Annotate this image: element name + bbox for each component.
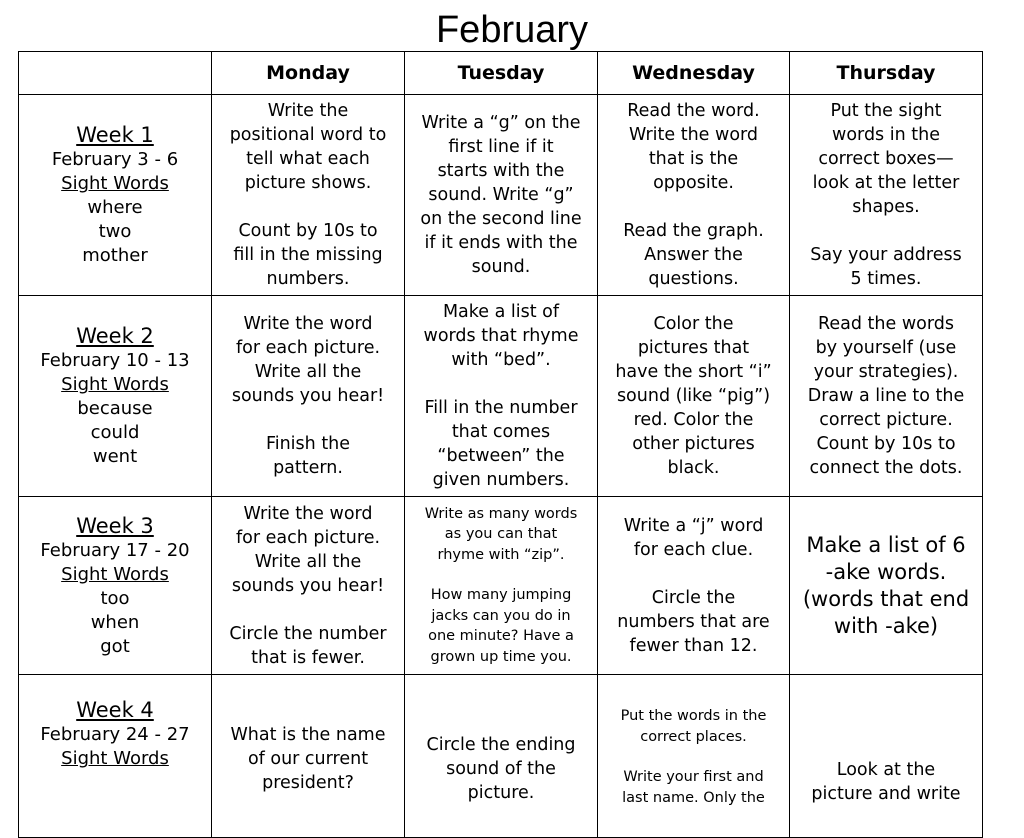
- activity-text-line: Fill in the number: [424, 398, 578, 418]
- activity-cell-tuesday: [405, 675, 598, 838]
- activity-text-line: sound.: [471, 257, 531, 277]
- activity-text-line: Circle the: [651, 587, 736, 608]
- activity-cell-thursday: [790, 497, 983, 675]
- column-header-monday: Monday: [212, 52, 405, 95]
- schedule-table: [18, 51, 983, 838]
- activity-text-line: as you can that: [444, 526, 558, 543]
- activity-text-line: Put the words in the: [620, 708, 767, 724]
- activity-cell-wednesday: [598, 296, 790, 497]
- activity-cell-monday: [212, 675, 405, 838]
- paragraph-gap: [598, 195, 789, 219]
- paragraph-gap: [598, 747, 789, 767]
- activity-text-line: that is the: [648, 149, 739, 169]
- week-info-cell: [19, 675, 212, 838]
- activity-text-line: “between” the: [437, 446, 565, 466]
- sight-word: where: [87, 197, 143, 218]
- activity-text-line: jacks can you do in: [431, 607, 571, 624]
- page-title: February: [435, 9, 589, 51]
- activity-text-line: for each picture.: [235, 527, 381, 548]
- activity-text-line: picture and write: [811, 784, 961, 804]
- header-row: [19, 52, 983, 95]
- activity-text-line: Circle the number: [229, 623, 387, 644]
- activity-text-line: Write all the: [254, 551, 362, 572]
- week-info-cell: [19, 296, 212, 497]
- activity-text-line: that is fewer.: [251, 647, 365, 668]
- activity-text-line: Write a “j” word: [623, 515, 764, 536]
- activity-cell-wednesday: [598, 95, 790, 296]
- activity-text-line: sound of the: [446, 759, 556, 779]
- activity-text-line: your strategies).: [813, 362, 959, 382]
- week-row: [19, 95, 983, 296]
- activity-text-line: Draw a line to the: [807, 386, 965, 406]
- sight-word: too: [100, 587, 130, 609]
- sight-word: two: [98, 221, 132, 242]
- activity-text-line: connect the dots.: [809, 458, 963, 478]
- week-row: [19, 497, 983, 675]
- column-header-thursday: Thursday: [790, 52, 983, 95]
- activity-text-line: 5 times.: [850, 269, 922, 289]
- activity-text-line: Write the: [267, 101, 349, 121]
- activity-text-line: Read the word.: [627, 101, 760, 121]
- activity-text-line: pictures that: [637, 338, 750, 358]
- week-dates: February 17 - 20: [40, 539, 190, 561]
- activity-text-line: grown up time you.: [430, 648, 572, 665]
- column-header-tuesday: Tuesday: [405, 52, 598, 95]
- activity-text-line: picture.: [467, 783, 535, 803]
- activity-text-line: sound (like “pig”): [616, 386, 771, 406]
- week-dates: February 3 - 6: [51, 149, 179, 170]
- activity-text-line: for each clue.: [633, 539, 754, 560]
- paragraph-gap: [212, 598, 404, 622]
- activity-text-line: Circle the ending: [426, 735, 576, 755]
- activity-text-line: Put the sight: [830, 101, 942, 121]
- activity-text-line: for each picture.: [235, 338, 381, 358]
- week-info-cell: [19, 95, 212, 296]
- sight-words-heading: Sight Words: [61, 748, 169, 769]
- activity-cell-monday: [212, 497, 405, 675]
- activity-text-line: picture shows.: [244, 173, 372, 193]
- activity-cell-thursday: [790, 95, 983, 296]
- activity-text-line: one minute? Have a: [428, 628, 574, 645]
- sight-word: went: [92, 446, 138, 467]
- activity-text-line: positional word to: [229, 125, 387, 145]
- sight-word: got: [100, 635, 130, 657]
- activity-text-line: Count by 10s to: [816, 434, 956, 454]
- activity-text-line: correct places.: [640, 728, 747, 745]
- activity-text-line: first line if it: [448, 137, 554, 157]
- sight-words-heading: Sight Words: [61, 374, 169, 395]
- week-dates: February 10 - 13: [40, 350, 190, 371]
- paragraph-gap: [405, 372, 597, 396]
- activity-text-line: numbers that are: [617, 611, 770, 632]
- sight-word: because: [77, 398, 153, 419]
- activity-text-line: numbers.: [266, 269, 350, 289]
- activity-text-line: words in the: [832, 125, 940, 145]
- activity-text-line: fewer than 12.: [629, 635, 758, 656]
- activity-text-line: Make a list of: [442, 302, 560, 322]
- column-header-wednesday: Wednesday: [598, 52, 790, 95]
- activity-text-line: starts with the: [437, 161, 565, 181]
- week-row: [19, 675, 983, 838]
- paragraph-gap: [790, 219, 982, 243]
- activity-text-line: -ake words.: [825, 559, 947, 584]
- activity-text-line: Write your first and: [623, 769, 764, 785]
- activity-text-line: Answer the: [644, 245, 743, 265]
- activity-text-line: Read the words: [818, 314, 954, 334]
- activity-text-line: with “bed”.: [451, 350, 551, 370]
- activity-text-line: Write as many words: [424, 505, 578, 522]
- activity-text-line: Look at the: [836, 760, 936, 780]
- week-info-cell: [19, 497, 212, 675]
- activity-text-line: correct boxes—: [818, 149, 954, 169]
- activity-text-line: sound. Write “g”: [428, 185, 574, 205]
- activity-text-line: Read the graph.: [623, 221, 764, 241]
- activity-text-line: last name. Only the: [622, 789, 765, 806]
- activity-text-line: Write a “g” on the: [421, 113, 581, 133]
- activity-text-line: words that rhyme: [423, 326, 579, 346]
- activity-text-line: other pictures: [632, 434, 755, 454]
- week-label: Week 4: [76, 698, 154, 722]
- activity-text-line: opposite.: [653, 173, 734, 193]
- corner-cell: [19, 52, 212, 95]
- activity-text-line: fill in the missing: [233, 245, 383, 265]
- sight-word: mother: [82, 245, 148, 266]
- activity-cell-thursday: [790, 296, 983, 497]
- activity-cell-thursday: [790, 675, 983, 838]
- activity-text-line: questions.: [648, 269, 739, 289]
- activity-cell-tuesday: [405, 497, 598, 675]
- activity-text-line: correct picture.: [819, 410, 953, 430]
- activity-cell-wednesday: [598, 675, 790, 838]
- activity-cell-tuesday: [405, 95, 598, 296]
- activity-text-line: Say your address: [810, 245, 962, 265]
- sight-word: when: [90, 611, 140, 633]
- sight-words-heading: Sight Words: [61, 563, 169, 585]
- activity-text-line: Make a list of 6: [806, 532, 966, 557]
- activity-text-line: rhyme with “zip”.: [437, 546, 565, 563]
- week-row: [19, 296, 983, 497]
- activity-text-line: red. Color the: [633, 410, 754, 430]
- activity-text-line: on the second line: [420, 209, 582, 229]
- activity-text-line: look at the letter: [812, 173, 960, 193]
- activity-text-line: shapes.: [852, 197, 920, 217]
- activity-text-line: Color the: [653, 314, 734, 334]
- activity-text-line: with -ake): [833, 613, 939, 638]
- activity-text-line: pattern.: [273, 458, 343, 478]
- activity-text-line: Count by 10s to: [238, 221, 378, 241]
- activity-text-line: if it ends with the: [424, 233, 578, 253]
- activity-text-line: Write all the: [254, 362, 362, 382]
- activity-text-line: Write the word: [628, 125, 759, 145]
- activity-text-line: Finish the: [265, 434, 351, 454]
- activity-text-line: by yourself (use: [815, 338, 957, 358]
- activity-text-line: sounds you hear!: [231, 575, 385, 596]
- activity-cell-monday: [212, 296, 405, 497]
- week-label: Week 3: [76, 513, 154, 538]
- week-label: Week 2: [76, 324, 154, 348]
- activity-cell-wednesday: [598, 497, 790, 675]
- activity-text-line: Write the word: [243, 314, 373, 334]
- paragraph-gap: [405, 565, 597, 585]
- paragraph-gap: [212, 408, 404, 432]
- activity-text-line: What is the name: [230, 725, 386, 745]
- activity-text-line: (words that end: [802, 586, 970, 611]
- activity-cell-monday: [212, 95, 405, 296]
- sight-words-heading: Sight Words: [61, 173, 169, 194]
- activity-text-line: that comes: [451, 422, 551, 442]
- sight-word: could: [90, 422, 140, 443]
- activity-text-line: of our current: [247, 749, 369, 769]
- activity-text-line: sounds you hear!: [231, 386, 385, 406]
- activity-text-line: How many jumping: [430, 587, 572, 604]
- activity-text-line: tell what each: [246, 149, 370, 169]
- activity-text-line: have the short “i”: [615, 362, 772, 382]
- activity-text-line: black.: [667, 458, 720, 478]
- week-dates: February 24 - 27: [40, 724, 190, 745]
- activity-cell-tuesday: [405, 296, 598, 497]
- activity-text-line: given numbers.: [432, 470, 570, 490]
- activity-text-line: Write the word: [243, 503, 373, 524]
- paragraph-gap: [598, 562, 789, 586]
- week-label: Week 1: [76, 123, 154, 147]
- activity-text-line: president?: [262, 773, 354, 793]
- paragraph-gap: [212, 195, 404, 219]
